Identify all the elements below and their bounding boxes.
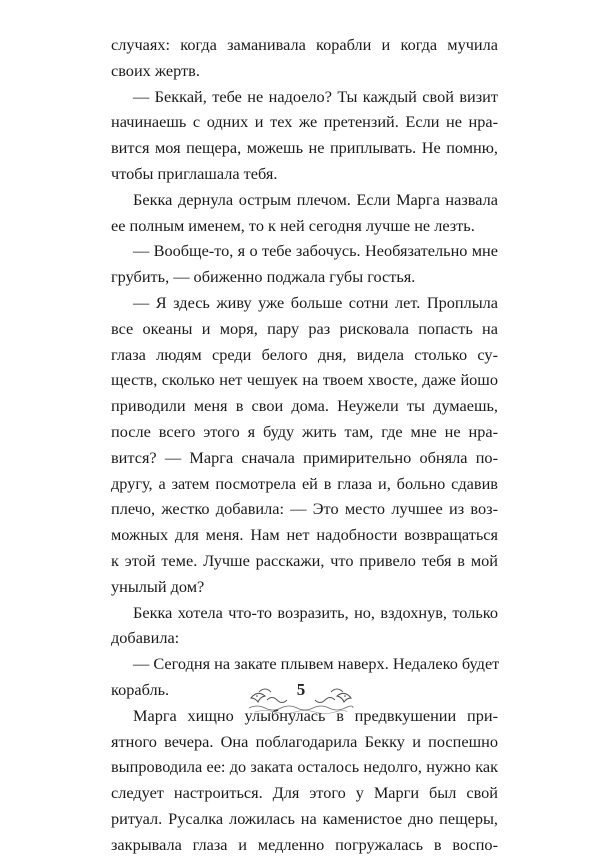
- text-line: грубить, — обиженно поджала губы гостья.: [111, 267, 416, 287]
- text-line: — Сегодня на закате плывем наверх. Недалеко будет: [133, 654, 500, 674]
- text-line: плечо, жестко добавила: — Это место лучшее из воз-: [111, 499, 498, 519]
- text-line: чтобы приглашала тебя.: [111, 163, 278, 183]
- text-line: можных для меня. Нам нет надобности возвращаться: [111, 525, 498, 545]
- text-line: следует настроиться. Для этого у Марги был свой: [111, 783, 498, 803]
- text-line: после всего этого я буду жить там, где мне не нра-: [111, 421, 498, 441]
- text-line: Марга хищно улыбнулась в предвкушении при-: [133, 705, 498, 725]
- text-line: ритуал. Русалка ложилась на каменистое дно пещеры,: [111, 808, 498, 828]
- text-line: начинаешь с одних и тех же претензий. Если не нра-: [111, 112, 498, 132]
- text-line: выпроводила ее: до заката осталось недолго, нужно как: [111, 757, 498, 777]
- text-line: вится? — Марга сначала примирительно обняла по-: [111, 447, 498, 467]
- text-line: — Я здесь живу уже больше сотни лет. Проплыла: [133, 292, 498, 312]
- text-line: приводили меня в свои дома. Неужели ты думаешь,: [111, 396, 498, 416]
- text-line: ятного вечера. Она поблагодарила Бекку и поспешно: [111, 731, 498, 751]
- text-line: другу, а затем посмотрела ей в глаза и, больно сдавив: [111, 473, 498, 493]
- text-line: ществ, сколько нет чешуек на твоем хвосте, даже йошо: [111, 370, 498, 390]
- text-line: унылый дом?: [111, 576, 205, 596]
- body-text: [111, 32, 498, 858]
- text-line: случаях: когда заманивала корабли и когда мучила: [111, 35, 498, 54]
- text-line: глаза людям среди белого дня, видела столько су-: [111, 344, 498, 364]
- text-line: вится моя пещера, можешь не приплывать. Не помню,: [111, 138, 498, 158]
- text-line: Бекка дернула острым плечом. Если Марга назвала: [133, 189, 498, 209]
- text-line: корабль.: [111, 679, 170, 699]
- text-line: — Беккай, тебе не надоело? Ты каждый свой визит: [133, 86, 498, 106]
- text-line: к этой теме. Лучше расскажи, что привело тебя в мой: [111, 550, 498, 570]
- text-line: своих жертв.: [111, 60, 200, 80]
- text-line: закрывала глаза и медленно погружалась в воспо-: [111, 834, 498, 854]
- text-line: все океаны и моря, пару раз рисковала попасть на: [111, 318, 498, 338]
- text-line: — Вообще-то, я о тебе забочусь. Необязательно мне: [133, 241, 498, 261]
- page-footer: [0, 676, 600, 720]
- page-number: 5: [296, 680, 306, 699]
- text-line: добавила:: [111, 628, 180, 648]
- text-line: Бекка хотела что-то возразить, но, вздохнув, только: [133, 602, 498, 622]
- text-line: ее полным именем, то к ней сегодня лучше не лезть.: [111, 215, 475, 235]
